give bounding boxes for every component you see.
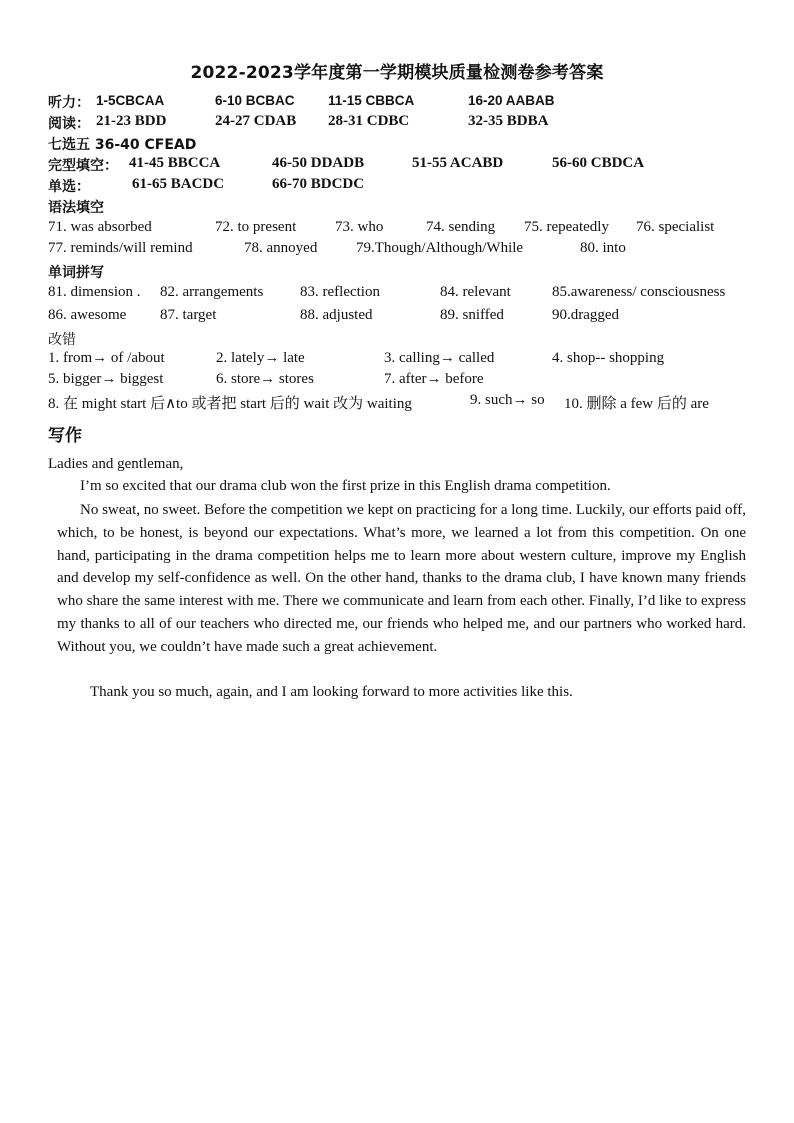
spelling-answer: 81. dimension . [48, 284, 141, 300]
correction-item: 9. such→ so [470, 392, 545, 408]
cloze-answers: 51-55 ACABD [412, 155, 504, 171]
single-choice-label: 单选： [48, 179, 90, 195]
reading-answers: 24-27 CDAB [215, 113, 297, 129]
page-title: 2022-2023学年度第一学期模块质量检测卷参考答案 [190, 63, 604, 83]
correction-item: 2. lately→ late [216, 350, 305, 366]
writing-paragraph: Thank you so much, again, and I am looking forward to more activities like this. [90, 684, 573, 700]
cloze-answers: 56-60 CBDCA [552, 155, 645, 171]
writing-greeting: Ladies and gentleman, [48, 456, 184, 472]
spelling-answer: 90.dragged [552, 307, 620, 323]
writing-paragraph: No sweat, no sweet. Before the competition we kept on practicing for a long time. Luckily, our efforts paid off, which, to be honest, is beyond our expectations. What’s more, we learned a lot from this competition. On one hand, participating in the drama competition helps me to learn more about western culture, improve my English and develop my self-confidence as well. On the other hand, thanks to the drama club, I have known many friends who share the same interest with me. There we communicate and learn from each other. Finally, I’d like to express my thanks to all of our teachers who directed me, our friends who helped me, and our partners who worked hard. Without you, we couldn’t have made such a great achievement. [57, 502, 746, 655]
grammar-answer: 79.Though/Although/While [356, 240, 524, 256]
grammar-answer: 75. repeatedly [524, 219, 609, 235]
spelling-heading: 单词拼写 [48, 265, 104, 281]
spelling-answer: 86. awesome [48, 307, 127, 323]
reading-answers: 32-35 BDBA [468, 113, 549, 129]
writing-paragraph: I’m so excited that our drama club won the first prize in this English drama competition. [80, 478, 611, 494]
spelling-answer: 85.awareness/ consciousness [552, 284, 726, 300]
single-choice-answers: 66-70 BDCDC [272, 176, 365, 192]
correction-item: 8. 在 might start 后∧to 或者把 start 后的 wait 改为 waiting [48, 396, 412, 412]
grammar-answer: 76. specialist [636, 219, 715, 235]
correction-item: 3. calling→ called [384, 350, 495, 366]
listening-label: 听力： [48, 95, 90, 111]
spelling-answer: 83. reflection [300, 284, 380, 300]
correction-heading: 改错 [48, 332, 76, 348]
grammar-answer: 80. into [580, 240, 626, 256]
correction-item: 4. shop-- shopping [552, 350, 665, 366]
grammar-answer: 77. reminds/will remind [48, 240, 193, 256]
reading-answers: 21-23 BDD [96, 113, 167, 129]
spelling-answer: 88. adjusted [300, 307, 373, 323]
listening-answers: 11-15 CBBCA [328, 93, 415, 108]
listening-answers: 16-20 AABAB [468, 93, 555, 108]
correction-item: 10. 删除 a few 后的 are [564, 396, 709, 412]
grammar-answer: 74. sending [426, 219, 496, 235]
cloze-answers: 41-45 BBCCA [129, 155, 221, 171]
correction-item: 7. after→ before [384, 371, 484, 387]
grammar-answer: 73. who [335, 219, 384, 235]
grammar-heading: 语法填空 [48, 200, 104, 216]
reading-answers: 28-31 CDBC [328, 113, 410, 129]
grammar-answer: 72. to present [215, 219, 297, 235]
grammar-answer: 78. annoyed [244, 240, 318, 256]
spelling-answer: 82. arrangements [160, 284, 264, 300]
cloze-answers: 46-50 DDADB [272, 155, 365, 171]
single-choice-answers: 61-65 BACDC [132, 176, 225, 192]
correction-item: 5. bigger→ biggest [48, 371, 164, 387]
writing-heading: 写作 [48, 426, 82, 446]
correction-item: 1. from→ of /about [48, 350, 165, 366]
spelling-answer: 84. relevant [440, 284, 511, 300]
cloze-label: 完型填空： [48, 158, 118, 174]
seven-choose-five: 七选五 36-40 CFEAD [48, 137, 197, 153]
spelling-answer: 87. target [160, 307, 217, 323]
reading-label: 阅读： [48, 116, 90, 132]
spelling-answer: 89. sniffed [440, 307, 504, 323]
listening-answers: 6-10 BCBAC [215, 93, 295, 108]
listening-answers: 1-5CBCAA [96, 93, 165, 108]
correction-item: 6. store→ stores [216, 371, 314, 387]
grammar-answer: 71. was absorbed [48, 219, 152, 235]
